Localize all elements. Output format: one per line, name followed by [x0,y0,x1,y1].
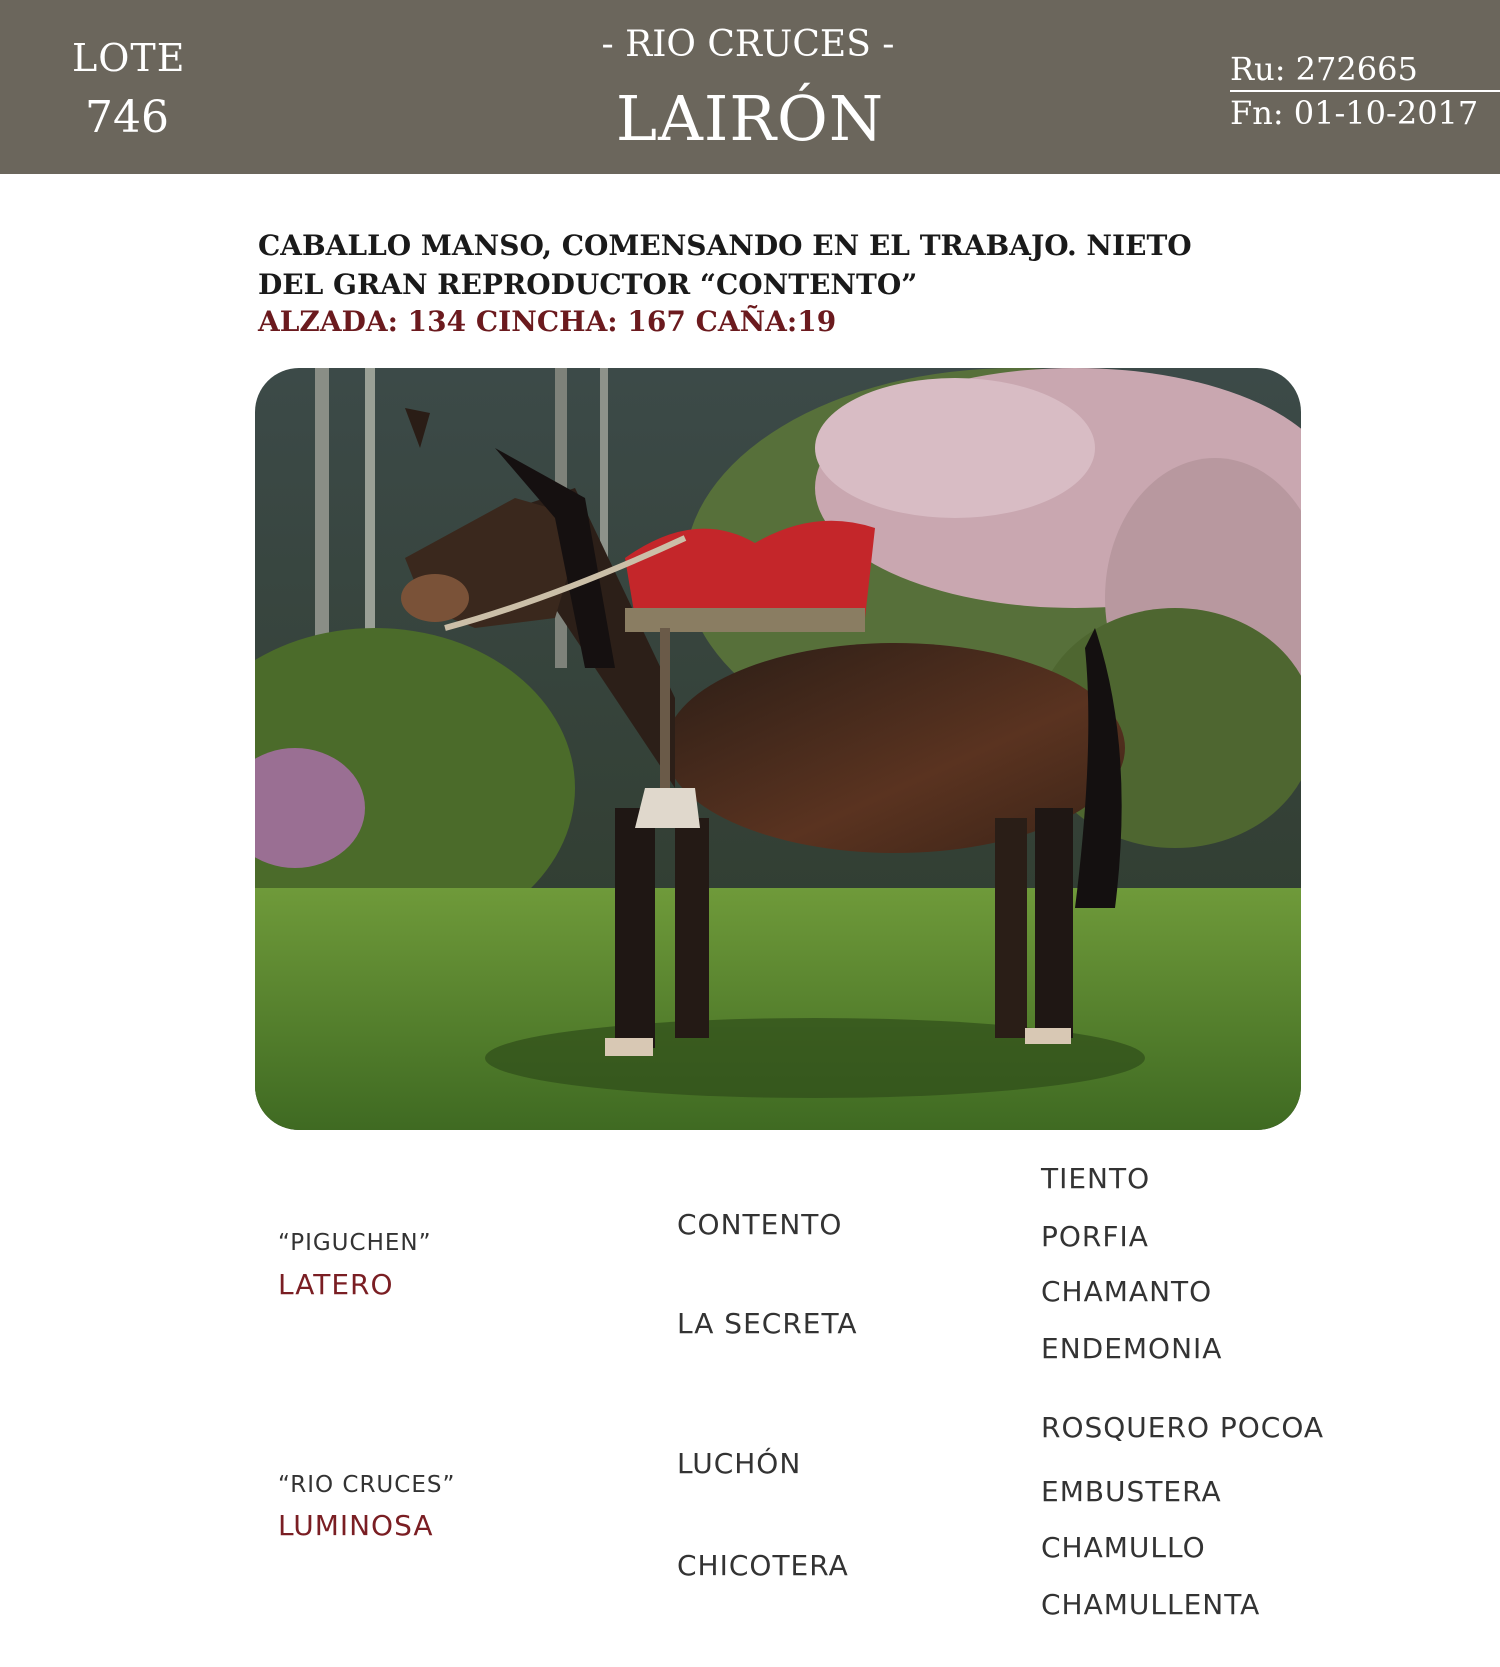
sire-sire-dam-name: PORFIA [1041,1220,1149,1253]
description-text: CABALLO MANSO, COMENSANDO EN EL TRABAJO. NIETO DEL GRAN REPRODUCTOR “CONTENTO” [258,229,1192,301]
birth-date: Fn: 01-10-2017 [1230,94,1479,132]
dam-dam-sire-name: CHAMULLO [1041,1531,1206,1564]
header-divider [1230,90,1500,92]
sire-dam-dam-name: ENDEMONIA [1041,1332,1223,1365]
registration-number: Ru: 272665 [1230,50,1418,88]
sire-dam-name: LA SECRETA [677,1307,858,1340]
lot-label: LOTE [72,36,186,80]
origin-text: - RIO CRUCES - [601,24,895,65]
dam-dam-name: CHICOTERA [677,1549,849,1582]
dam-dam-dam-name: CHAMULLENTA [1041,1588,1261,1621]
lot-number: 746 [85,92,169,143]
horse-photo-illustration [255,368,1301,1130]
sire-dam-sire-name: CHAMANTO [1041,1275,1213,1308]
dam-sire-sire-name: ROSQUERO POCOA [1041,1411,1325,1444]
sire-nickname: “PIGUCHEN” [278,1230,432,1256]
dam-sire-dam-name: EMBUSTERA [1041,1475,1222,1508]
header-bar [0,0,1500,174]
dam-name: LUMINOSA [278,1509,434,1542]
dam-sire-name: LUCHÓN [677,1447,802,1480]
dam-nickname: “RIO CRUCES” [278,1472,456,1498]
sire-sire-name: CONTENTO [677,1208,843,1241]
horse-name: LAIRÓN [615,82,885,155]
measures-text: ALZADA: 134 CINCHA: 167 CAÑA:19 [258,305,837,338]
sire-name: LATERO [278,1268,394,1301]
sire-sire-sire-name: TIENTO [1041,1162,1151,1195]
horse-photo [255,368,1301,1130]
